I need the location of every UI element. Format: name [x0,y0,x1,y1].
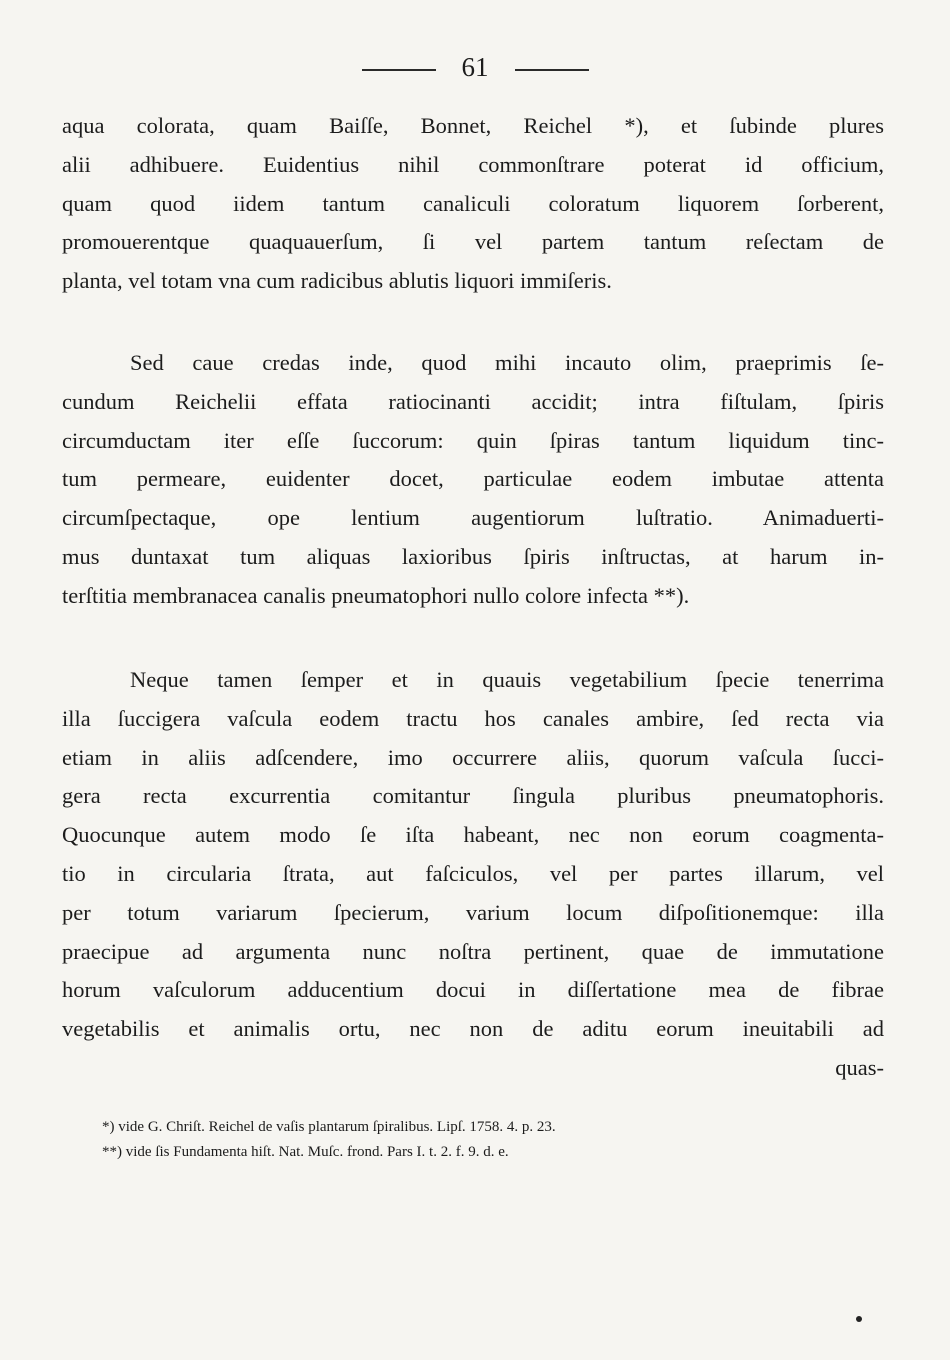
page-header [0,52,950,82]
text-line: cundum Reichelii effata ratiocinanti accidit; intra fiſtulam, ſpiris [62,388,884,414]
footnotes [62,1115,884,1165]
text-line: Neque tamen ſemper et in quauis vegetabilium ſpecie tenerrima [130,667,884,692]
text-line: gera recta excurrentia comitantur ſingula pluribus pneumatophoris. [62,783,884,809]
text-line: promouerentque quaquauerſum, ſi vel partem tantum reſectam de [62,229,884,255]
text-line: praecipue ad argumenta nunc noſtra pertinent, quae de immutatione [62,938,884,964]
text-line: alii adhibuere. Euidentius nihil commonſtrare poterat id officium, [62,151,884,177]
ink-speck [856,1316,862,1322]
paragraph-3 [62,661,884,1088]
text-line: circumſpectaque, ope lentium augentiorum luſtratio. Animaduerti- [62,505,884,531]
text-line: per totum variarum ſpecierum, varium locum diſpoſitionemque: illa [62,899,884,925]
header-rule-right [515,69,589,71]
header-rule-left [362,69,436,71]
text-line: planta, vel totam vna cum radicibus ablutis liquori immiſeris. [62,268,612,294]
text-line: Sed caue credas inde, quod mihi incauto olim, praeprimis ſe- [130,350,884,375]
text-line: circumductam iter eſſe ſuccorum: quin ſpiras tantum liquidum tinc- [62,427,884,453]
text-line: tum permeare, euidenter docet, particulae eodem imbutae attenta [62,466,884,492]
text-line: terſtitia membranacea canalis pneumatophori nullo colore infecta **). [62,582,690,608]
text-line: vegetabilis et animalis ortu, nec non de aditu eorum ineuitabili ad [62,1016,884,1042]
text-line: tio in circularia ſtrata, aut faſciculos, vel per partes illarum, vel [62,860,884,886]
text-line: mus duntaxat tum aliquas laxioribus ſpiris inſtructas, at harum in- [62,543,884,569]
catchword: quas- [835,1054,884,1080]
paragraph-2 [62,344,884,616]
text-line: horum vaſculorum adducentium docui in diſſertatione mea de fibrae [62,977,884,1003]
paragraph-1 [62,107,884,301]
text-line: aqua colorata, quam Baiſſe, Bonnet, Reichel *), et ſubinde plures [62,113,884,138]
text-line: Quocunque autem modo ſe iſta habeant, nec non eorum coagmenta- [62,822,884,848]
text-line: quam quod iidem tantum canaliculi coloratum liquorem ſorberent, [62,190,884,216]
page-number: 61 [461,52,489,82]
footnote-1: *) vide G. Chriſt. Reichel de vaſis plantarum ſpiralibus. Lipſ. 1758. 4. p. 23. [102,1119,556,1135]
text-line: etiam in aliis adſcendere, imo occurrere aliis, quorum vaſcula ſucci- [62,744,884,770]
footnote-2: **) vide ſis Fundamenta hiſt. Nat. Muſc. frond. Pars I. t. 2. f. 9. d. e. [102,1144,509,1160]
text-line: illa ſuccigera vaſcula eodem tractu hos canales ambire, ſed recta via [62,705,884,731]
